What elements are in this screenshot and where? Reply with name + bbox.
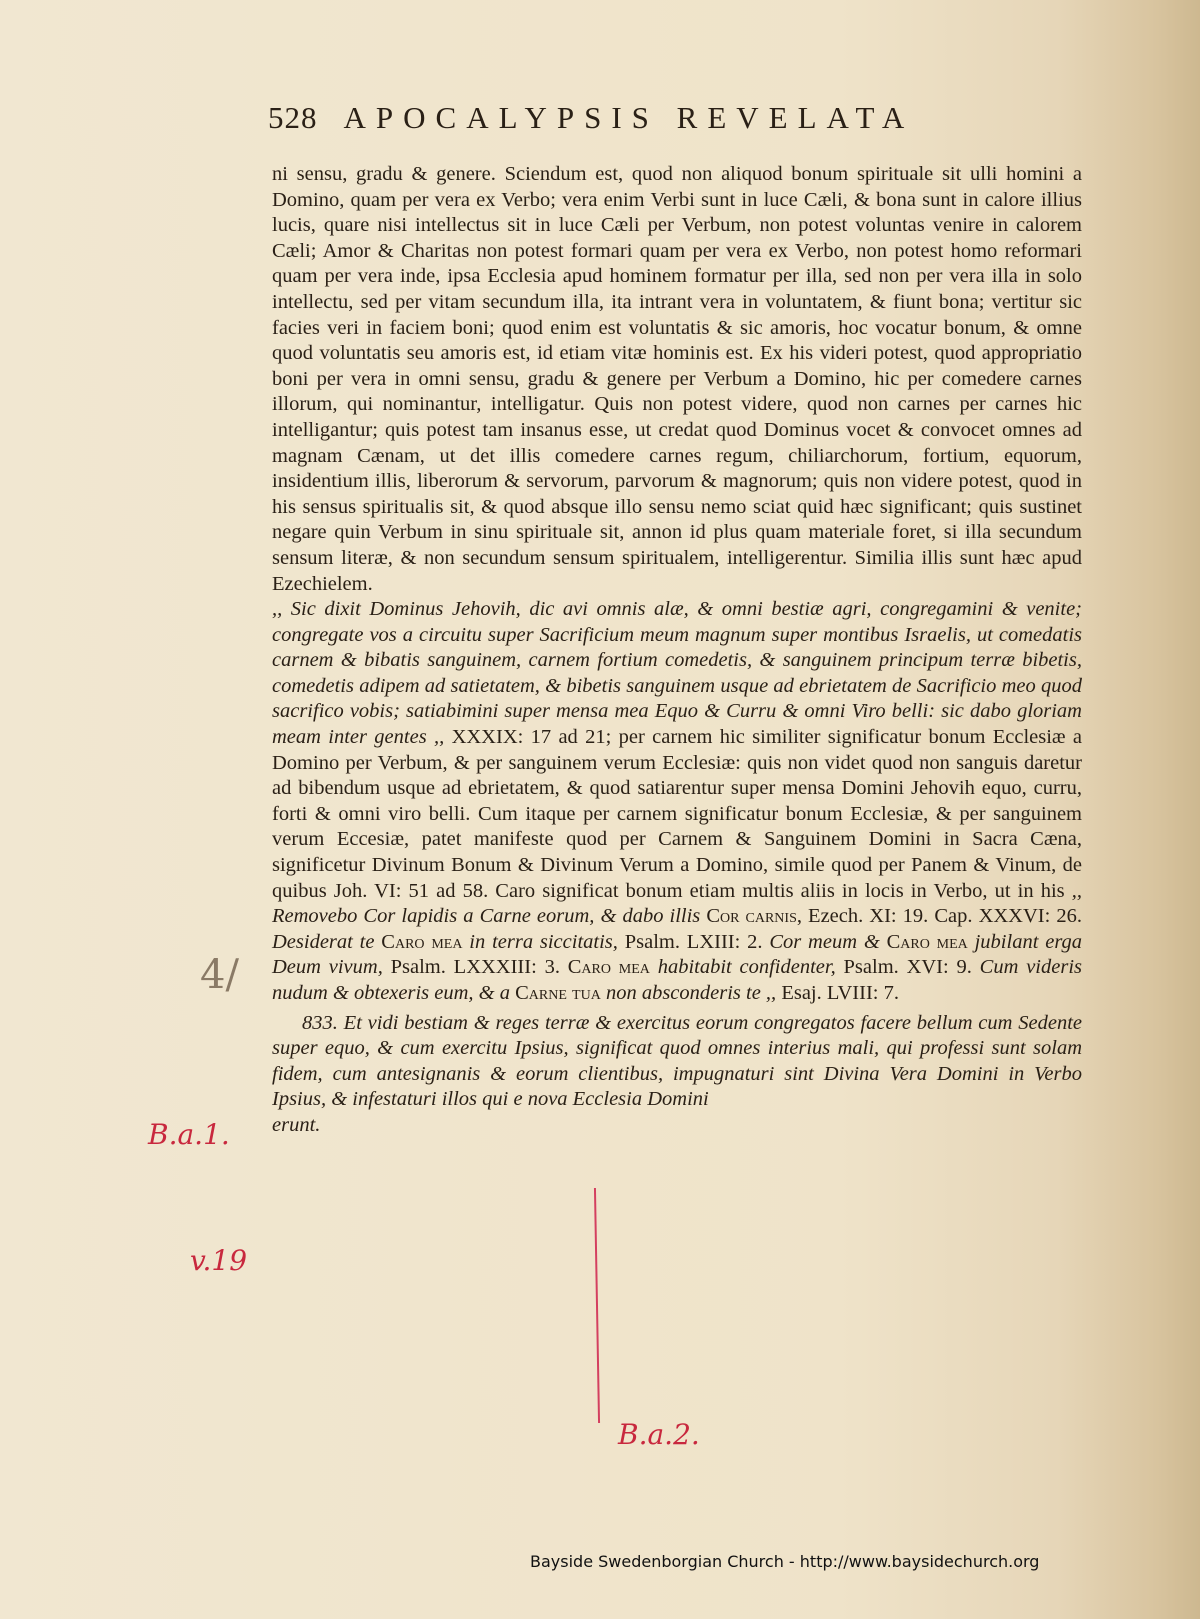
ref-4: Psalm. XVI: 9. [843,956,972,979]
ezekiel-ref: XXXIX: 17 ad 21; [451,726,612,749]
quote-5b: non absconderis te ,, [605,982,777,1004]
page-number: 528 [268,100,318,135]
ref-3: Psalm. LXXXIII: 3. [390,956,560,979]
paragraph-833-end: erunt. [272,1113,321,1136]
paragraph-1: ni sensu, gradu & genere. Sciendum est, quod non aliquod bonum spirituale sit ulli homini a Domino, quam per vera ex Verbo; vera enim Verbi sunt in luce Cæli, & bona sunt in calore illius lucis, quare nisi intellectus sit in luce Cæli per Verbum, non potest voluntas venire in calorem Cæli; Amor & Charitas non potest formari quam per vera ex Verbo, non potest homo reformari quam per vera inde, ipsa Ecclesia apud hominem formatur per illa, sed non per vera illa in solo intellectu, sed per vitam secundum illa, ita intrant vera in voluntatem, & fiunt bona; vertitur sic facies veri in faciem boni; quod enim est voluntatis & sic amoris, hoc vocatur bonum, & omne quod voluntatis seu amoris est, id etiam vitæ hominis est. Ex his videri potest, quod appropriatio boni per vera in omni sensu, gradu & genere per Verbum a Domino, hic per comedere carnes illorum, qui nominantur, intelligatur. Quis non potest videre, quod non carnes per carnes hic intelligantur; quis potest tam insanus esse, ut credat quod Dominus vocet & convocet omnes ad magnam Cænam, ut det illis comedere carnes regum, chiliarchorum, fortium, equorum, insidentium illis, liberorum & servorum, parvorum & magnorum; quis non videre potest, quod in his sensus spiritualis sit, & quod absque illo sensu nemo sciat quid hæc significant; quis sustinet negare quin Verbum in sinu spirituale sit, annon id plus quam materiale foret, si illa secundum sensum literæ, & non secundum sensum spiritualem, intelligerentur. Similia illis sunt hæc apud Ezechielem. [272,163,1082,595]
quote-3: Cor meum & [769,930,880,953]
main-text [272,162,1082,1139]
ezekiel-quote: ,, Sic dixit Dominus Jehovih, dic avi omnis alæ, & omni bestiæ agri, congregamini & venite; congregate vos a circuitu super Sacrificium meum magnum super montibus Israelis, ut comedatis carnem & bibatis sanguinem, carnem fortium comedetis, & sanguinem principum terræ bibetis, comedetis adipem ad satietatem, & bibetis sanguinem usque ad ebrietatem de Sacrificio meo quod sacrifico vobis; satiabimini super mensa mea Equo & Curru & omni Viro belli: sic dabo gloriam meam inter gentes ,, [272,598,1082,749]
ref-1: Ezech. XI: 19. Cap. XXXVI: 26. [808,905,1082,928]
paragraph-2: per carnem hic similiter significatur bonum Ecclesiæ a Domino per Verbum, & per sanguinem verum Ecclesiæ: quis non videt quod non sanguis daretur ad bibendum usque ad ebrietatem, & quod satiarentur super mensa Domini Jehovih equo, curru, forti & omni viro belli. Cum itaque per carnem significatur bonum Ecclesiæ, & per sanguinem verum Eccesiæ, patet manifeste quod per Carnem & Sanguinem Domini in Sacra Cæna, significetur Divinum Bonum & Divinum Verum a Domino, simile quod per Panem & Vinum, de quibus Joh. VI: 51 ad 58. Caro significat bonum etiam multis aliis in locis in Verbo, ut in his [272,726,1083,902]
ref-2: Psalm. LXIII: 2. [624,930,763,953]
ezekiel-passage [272,597,1082,1007]
running-head [268,100,1058,136]
quote-1: ,, Removebo Cor lapidis a Carne eorum, & dabo illis [272,879,1082,928]
quote-3b: jubilant erga Deum vivum, [272,930,1083,979]
quote-2-caps: Caro mea [381,930,463,953]
ref-5: Esaj. LVIII: 7. [781,982,899,1004]
quote-5-caps: Carne tua [515,982,601,1004]
running-title: APOCALYPSIS REVELATA [343,100,915,135]
quote-2b: in terra siccitatis, [469,930,618,953]
pencil-mark: 4/ [200,952,239,998]
margin-annotation-v19: v.19 [190,1244,248,1277]
quote-5: Cum videris nudum & obtexeris eum, & a [272,956,1082,1004]
footer-credit: Bayside Swedenborgian Church - http://www.baysidechurch.org [530,1552,1040,1571]
red-pen-line [594,1188,600,1423]
quote-3-caps: Caro mea [886,930,968,953]
margin-annotation-ba2: B.a.2. [618,1418,700,1451]
margin-annotation-ba1: B.a.1. [148,1118,230,1151]
quote-4b: habitabit confidenter, [657,956,836,979]
quote-4-caps: Caro mea [567,956,650,979]
quote-1-caps: Cor carnis, [706,905,802,928]
quote-2: Desiderat te [272,930,375,953]
paragraph-833: 833. Et vidi bestiam & reges terræ & exercitus eorum congregatos facere bellum cum Sedente super equo, & cum exercitu Ipsius, significat quod omnes interius mali, qui professi sunt solam fidem, cum antesignanis & eorum clientibus, impugnaturi sint Divina Vera Domini in Verbo Ipsius, & infestaturi illos qui e nova Ecclesia Domini [272,1011,1082,1111]
